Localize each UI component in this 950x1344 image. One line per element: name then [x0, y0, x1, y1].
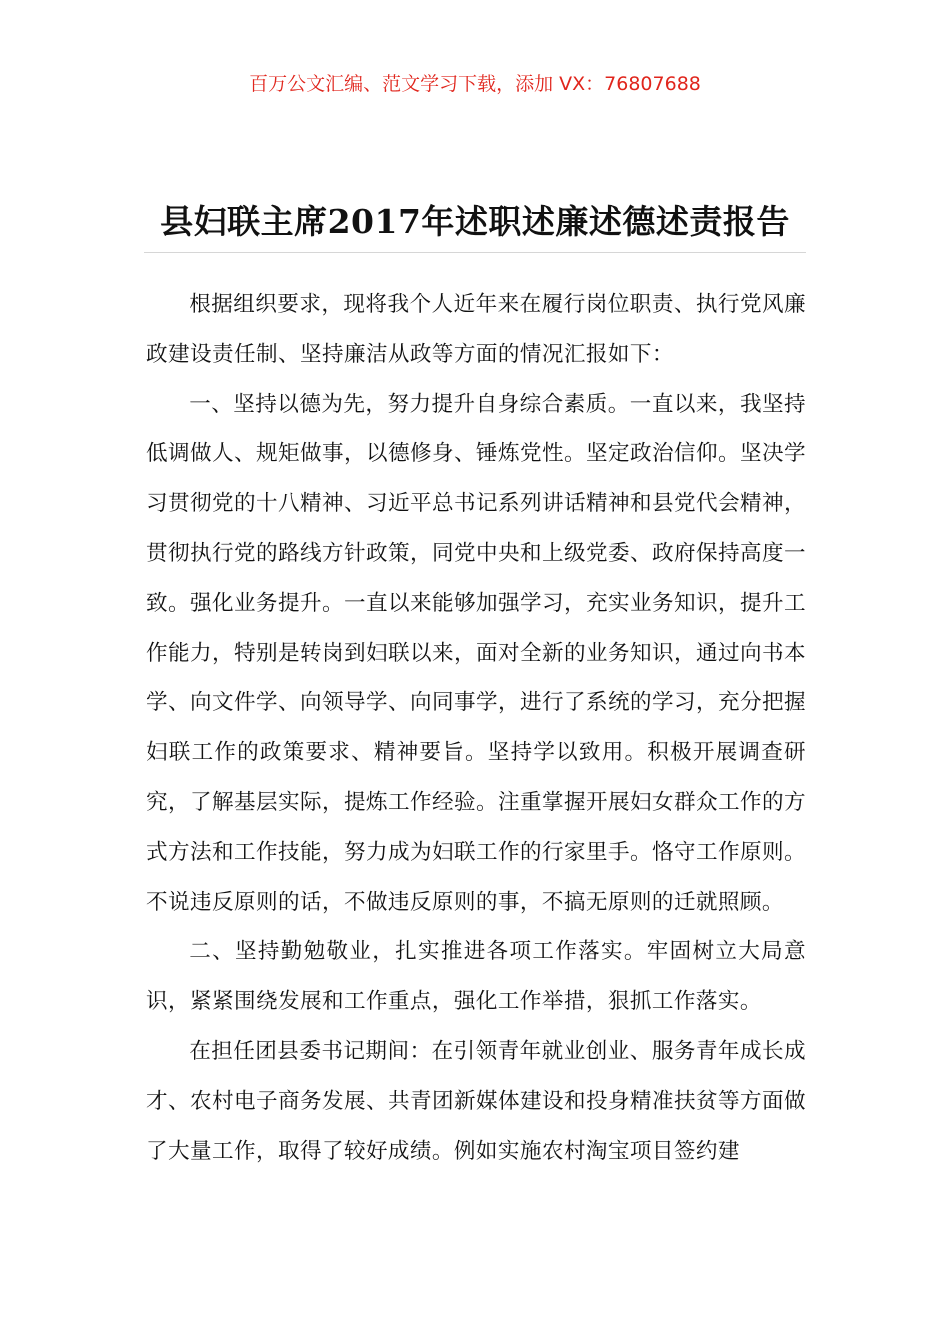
document-body [146, 280, 806, 1176]
paragraph: 一、坚持以德为先，努力提升自身综合素质。一直以来，我坚持低调做人、规矩做事，以德修身、锤炼党性。坚定政治信仰。坚决学习贯彻党的十八精神、习近平总书记系列讲话精神和县党代会精神，贯彻执行党的路线方针政策，同党中央和上级党委、政府保持高度一致。强化业务提升。一直以来能够加强学习，充实业务知识，提升工作能力，特别是转岗到妇联以来，面对全新的业务知识，通过向书本学、向文件学、向领导学、向同事学，进行了系统的学习，充分把握妇联工作的政策要求、精神要旨。坚持学以致用。积极开展调查研究，了解基层实际，提炼工作经验。注重掌握开展妇女群众工作的方式方法和工作技能，努力成为妇联工作的行家里手。恪守工作原则。不说违反原则的话，不做违反原则的事，不搞无原则的迁就照顾。 [146, 391, 806, 915]
paragraph: 根据组织要求，现将我个人近年来在履行岗位职责、执行党风廉政建设责任制、坚持廉洁从政等方面的情况汇报如下： [146, 292, 806, 367]
paragraph: 在担任团县委书记期间：在引领青年就业创业、服务青年成长成才、农村电子商务发展、共青团新媒体建设和投身精准扶贫等方面做了大量工作，取得了较好成绩。例如实施农村淘宝项目签约建 [146, 1038, 806, 1164]
paragraph: 二、坚持勤勉敬业，扎实推进各项工作落实。牢固树立大局意识，紧紧围绕发展和工作重点，强化工作举措，狠抓工作落实。 [146, 939, 806, 1015]
document-title: 县妇联主席2017年述职述廉述德述责报告 [160, 202, 790, 241]
title-divider [144, 252, 806, 253]
watermark-header: 百万公文汇编、范文学习下载，添加 VX：76807688 [249, 73, 701, 95]
